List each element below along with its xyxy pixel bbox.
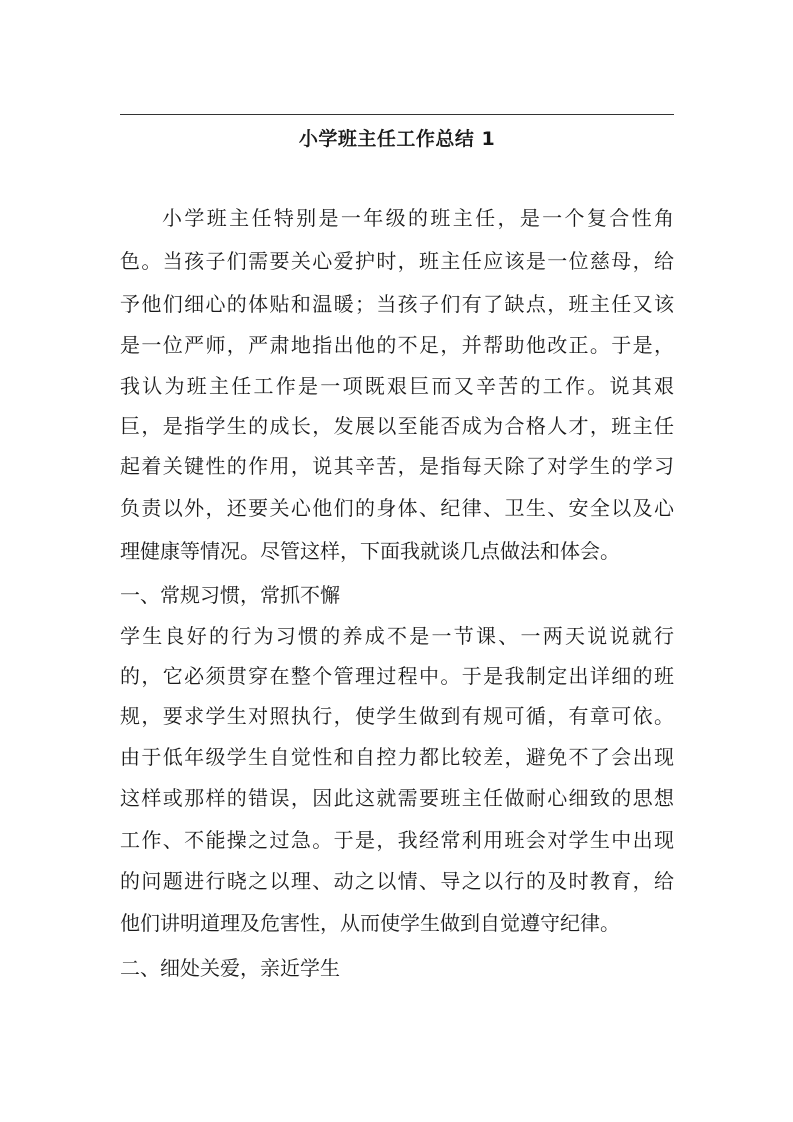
paragraph-line: 色。当孩子们需要关心爱护时，班主任应该是一位慈母，给 [120,249,674,273]
paragraph-line: 学生良好的行为习惯的养成不是一节课、一两天说说就行 [120,624,674,648]
paragraph-line: 规，要求学生对照执行，使学生做到有规可循，有章可依。 [120,704,674,728]
paragraph-line: 理健康等情况。尽管这样，下面我就谈几点做法和体会。 [120,539,620,563]
section-heading: 一、常规习惯，常抓不懈 [120,583,340,607]
paragraph-line: 的，它必须贯穿在整个管理过程中。于是我制定出详细的班 [120,664,674,688]
paragraph-line: 巨，是指学生的成长，发展以至能否成为合格人才，班主任 [120,414,674,438]
document-title: 小学班主任工作总结 1 [298,128,496,150]
paragraph-line: 我认为班主任工作是一项既艰巨而又辛苦的工作。说其艰 [120,374,674,398]
paragraph-line: 予他们细心的体贴和温暖；当孩子们有了缺点，班主任又该 [120,292,674,316]
paragraph-line: 负责以外，还要关心他们的身体、纪律、卫生、安全以及心 [120,496,674,520]
section-heading: 二、细处关爱，亲近学生 [120,956,340,980]
paragraph-line: 的问题进行晓之以理、动之以情、导之以行的及时教育，给 [120,869,674,893]
paragraph-line: 工作、不能操之过急。于是，我经常利用班会对学生中出现 [120,828,674,852]
paragraph-line: 起着关键性的作用，说其辛苦，是指每天除了对学生的学习 [120,454,674,478]
paragraph-line: 他们讲明道理及危害性，从而使学生做到自觉遵守纪律。 [120,911,620,935]
paragraph-line: 由于低年级学生自觉性和自控力都比较差，避免不了会出现 [120,745,674,769]
paragraph-line: 这样或那样的错误，因此这就需要班主任做耐心细致的思想 [120,786,674,810]
paragraph-line: 是一位严师，严肃地指出他的不足，并帮助他改正。于是， [120,333,674,357]
header-rule [120,114,674,115]
paragraph-line: 小学班主任特别是一年级的班主任，是一个复合性角 [162,206,674,230]
